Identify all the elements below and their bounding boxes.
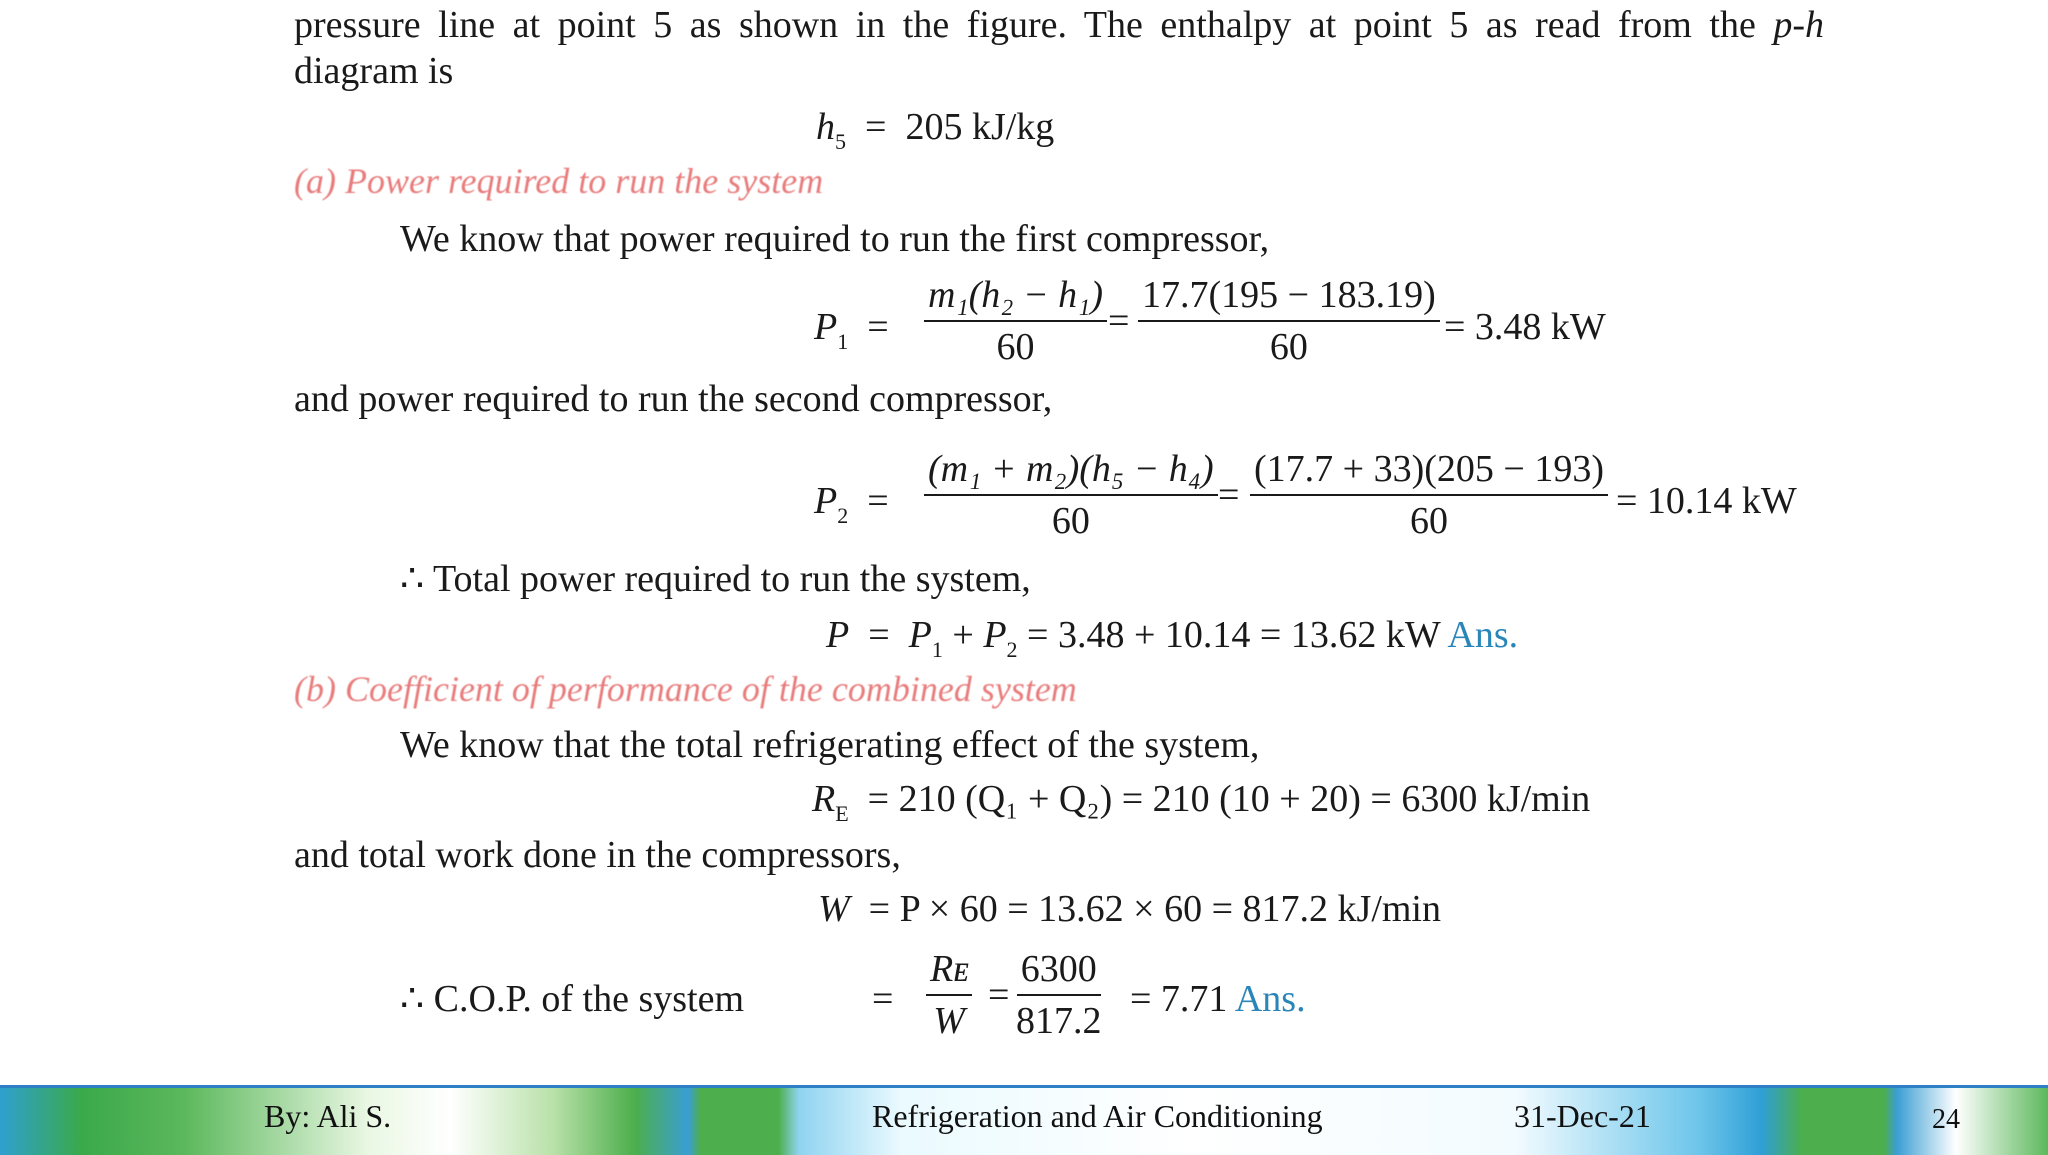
cop-equals-1: =: [872, 978, 894, 1020]
ph-variable: p-h: [1773, 4, 1824, 46]
p1-result: = 3.48 kW: [1444, 306, 1606, 348]
p2-fraction-2: [1250, 450, 1608, 540]
re-intro: We know that the total refrigerating effect of the system,: [400, 724, 1260, 766]
p1-intro: We know that power required to run the first compressor,: [400, 218, 1270, 260]
p1-den-1: 60: [996, 326, 1035, 368]
re-lhs: R: [812, 778, 836, 820]
footer-title: Refrigeration and Air Conditioning: [872, 1098, 1323, 1134]
p1-lhs-var: P: [814, 306, 838, 348]
cop-result: [1130, 980, 1306, 1018]
cop-fraction-2: [1016, 950, 1102, 1040]
p2-lhs-sub: 2: [837, 503, 849, 528]
p2-num-2: (17.7 + 33)(205 − 193): [1250, 450, 1608, 496]
cop-den-1: W: [933, 1000, 965, 1042]
work-eq-rhs: = P × 60 = 13.62 × 60 = 817.2 kJ/min: [868, 888, 1441, 930]
cop-num-2: 6300: [1017, 950, 1101, 996]
cop-equals-2: =: [988, 974, 1010, 1016]
p1-equals: =: [1108, 300, 1130, 342]
re-equation: [812, 778, 1591, 826]
p2-num-1: (m₁ + m₂)(h₅ − h₄): [924, 450, 1218, 496]
p2-den-1: 60: [1051, 500, 1090, 542]
section-a-heading: (a) Power required to run the system: [294, 161, 824, 201]
p1-fraction-1: [924, 276, 1107, 366]
p1-num-1: m₁(h₂ − h₁): [924, 276, 1107, 322]
cop-num-1: Rᴇ: [926, 950, 972, 996]
p2-result: = 10.14 kW: [1616, 480, 1797, 522]
total-equation: $P = P_1 + P_2 = 3.48 + 10.14 = 13.62$ kW Ans.: [826, 614, 1519, 662]
footer-date: 31-Dec-21: [1514, 1098, 1651, 1134]
p2-lhs: $P_2$ =: [814, 480, 889, 528]
h5-rhs: 205 kJ/kg: [905, 106, 1055, 148]
h5-sub: 5: [835, 129, 846, 154]
cop-label: ∴ C.O.P. of the system: [400, 978, 745, 1020]
section-b-heading: (b) Coefficient of performance of the combined system: [294, 669, 1077, 709]
cop-ans: Ans.: [1234, 978, 1306, 1020]
intro-line-2: diagram is: [294, 50, 454, 92]
footer-page-number: 24: [1932, 1104, 1960, 1135]
cop-den-2: 817.2: [1016, 1000, 1102, 1042]
p1-num-2: 17.7(195 − 183.19): [1138, 276, 1440, 322]
p2-fraction-1: [924, 450, 1218, 540]
cop-fraction-1: [926, 950, 972, 1040]
re-eq-rhs: = 210 (Q₁ + Q₂) = 210 (10 + 20) = 6300 kJ/min: [867, 778, 1591, 820]
p2-equals: =: [1218, 474, 1240, 516]
re-lhs-sub: E: [835, 801, 849, 826]
p1-lhs-sub: 1: [837, 329, 849, 354]
p1-den-2: 60: [1269, 326, 1308, 368]
total-ans: Ans.: [1447, 614, 1519, 656]
total-intro: ∴ Total power required to run the system,: [400, 558, 1031, 600]
p2-lhs-var: P: [814, 480, 838, 522]
cop-result-value: = 7.71: [1130, 978, 1228, 1020]
p2-intro: and power required to run the second compressor,: [294, 378, 1053, 420]
intro-line-1-text: pressure line at point 5 as shown in the figure. The enthalpy at point 5 as read from the: [294, 4, 1774, 46]
total-eq-rhs: = 3.48 + 10.14 = 13.62 kW: [1027, 614, 1441, 656]
work-intro: and total work done in the compressors,: [294, 834, 901, 876]
intro-line-1: [294, 6, 1824, 44]
h5-lhs: h: [816, 106, 835, 148]
p1-fraction-2: [1138, 276, 1440, 366]
p1-lhs: $P_1$ =: [814, 306, 889, 354]
footer-author: By: Ali S.: [264, 1098, 392, 1134]
p2-den-2: 60: [1409, 500, 1448, 542]
work-equation: W = P × 60 = 13.62 × 60 = 817.2 kJ/min: [818, 888, 1441, 930]
h5-equation: $h_5 = 205$ kJ/kg: [816, 106, 1055, 154]
